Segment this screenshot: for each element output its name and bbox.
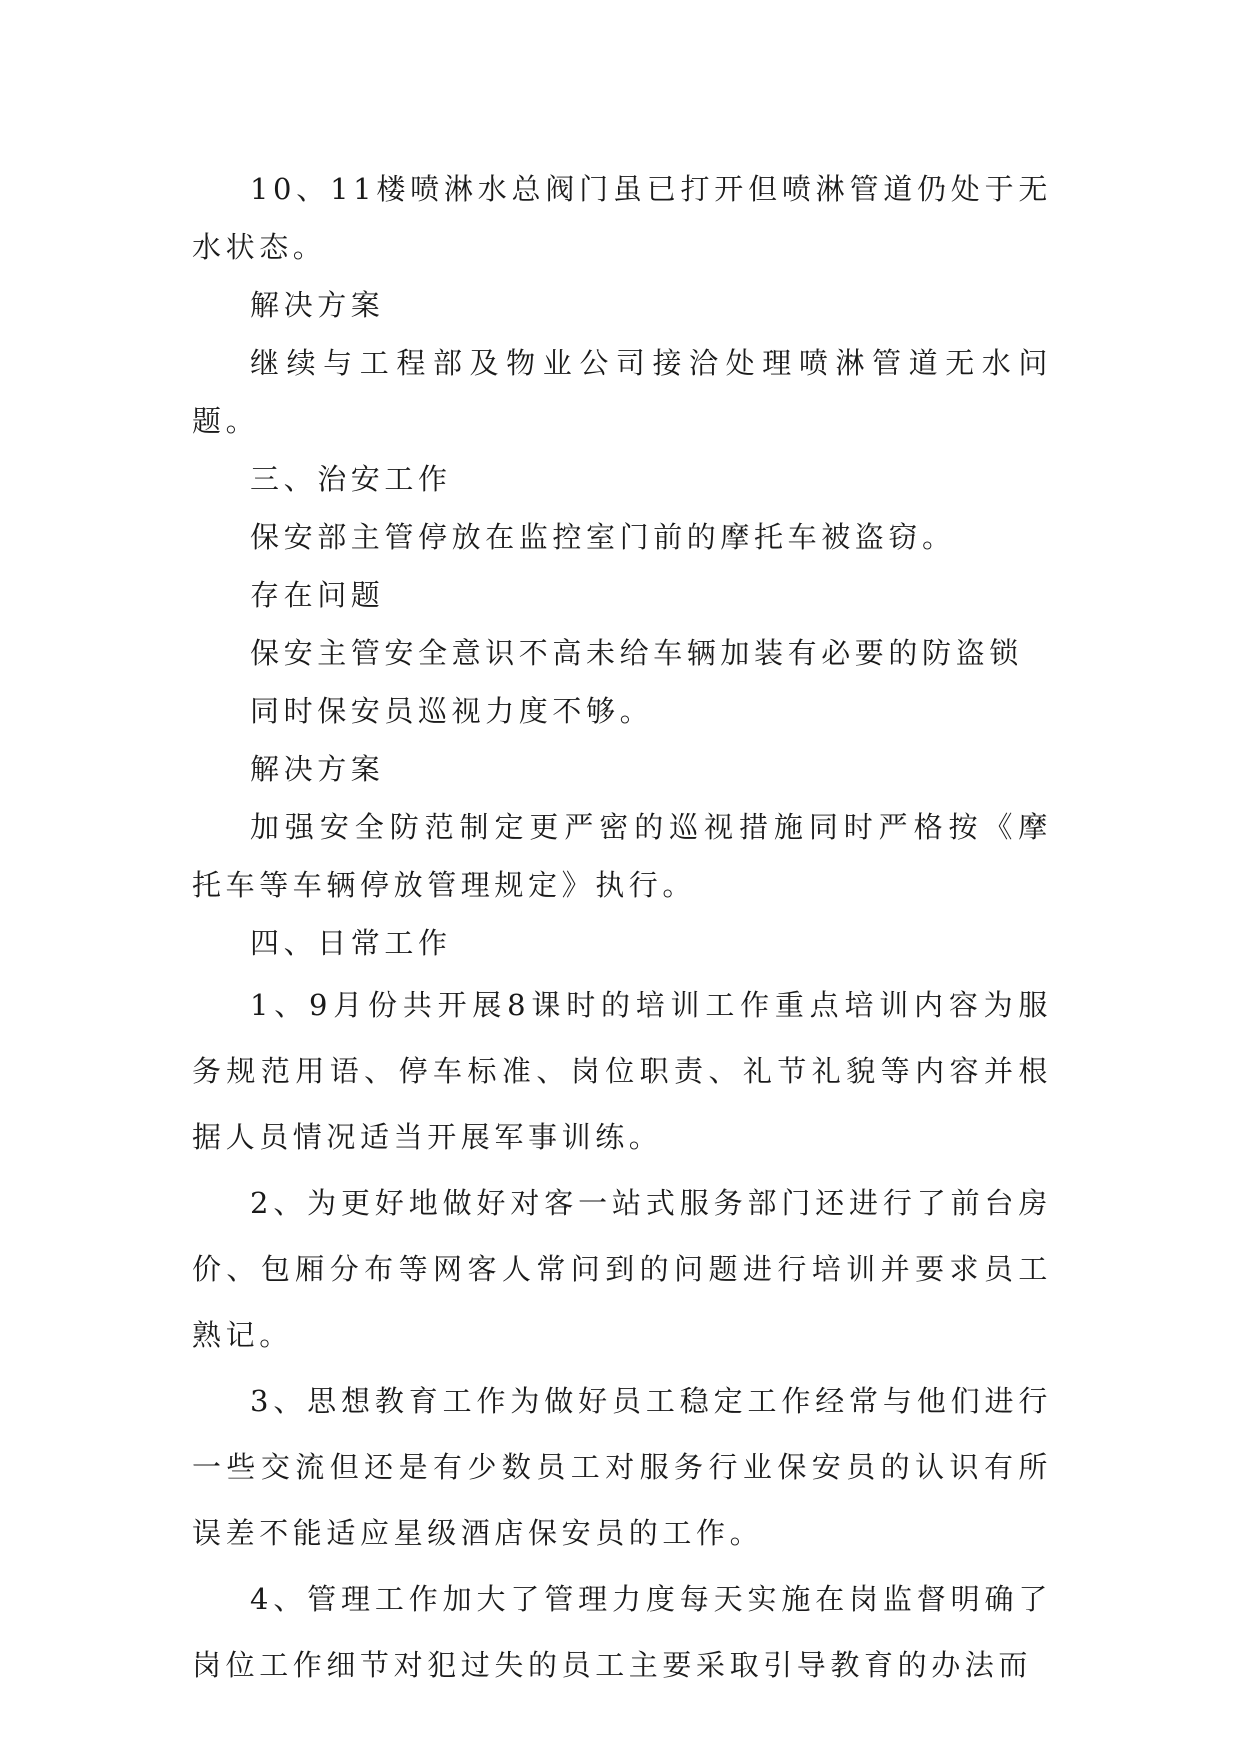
heading-existing-problems: 存在问题 [250, 578, 385, 612]
paragraph-training: 1、9月份共开展8课时的培训工作重点培训内容为服务规范用语、停车标准、岗位职责、礼节礼貌等内容并根据人员情况适当开展军事训练。 [192, 988, 1052, 1154]
paragraph-motorcycle-theft: 保安部主管停放在监控室门前的摩托车被盗窃。 [250, 520, 956, 554]
section-heading-daily-work: 四、日常工作 [250, 926, 452, 960]
paragraph-management-work: 4、管理工作加大了管理力度每天实施在岗监督明确了岗位工作细节对犯过失的员工主要采取引导教育的办法而 [192, 1582, 1052, 1682]
paragraph-ideological-education: 3、思想教育工作为做好员工稳定工作经常与他们进行一些交流但还是有少数员工对服务行业保安员的认识有所误差不能适应星级酒店保安员的工作。 [192, 1384, 1052, 1550]
paragraph-sprinkler-solution: 继续与工程部及物业公司接洽处理喷淋管道无水问题。 [192, 346, 1052, 438]
paragraph-problem-patrol: 同时保安员巡视力度不够。 [250, 694, 654, 728]
section-heading-security-work: 三、治安工作 [250, 462, 452, 496]
heading-solution-2: 解决方案 [250, 752, 385, 786]
document-body [192, 160, 1052, 1698]
paragraph-one-stop-service: 2、为更好地做好对客一站式服务部门还进行了前台房价、包厢分布等网客人常问到的问题进行培训并要求员工熟记。 [192, 1186, 1052, 1352]
paragraph-security-solution: 加强安全防范制定更严密的巡视措施同时严格按《摩托车等车辆停放管理规定》执行。 [192, 810, 1052, 902]
paragraph-sprinkler-status: 10、11楼喷淋水总阀门虽已打开但喷淋管道仍处于无水状态。 [192, 172, 1052, 264]
paragraph-problem-awareness: 保安主管安全意识不高未给车辆加装有必要的防盗锁 [250, 636, 1023, 670]
heading-solution-1: 解决方案 [250, 288, 385, 322]
